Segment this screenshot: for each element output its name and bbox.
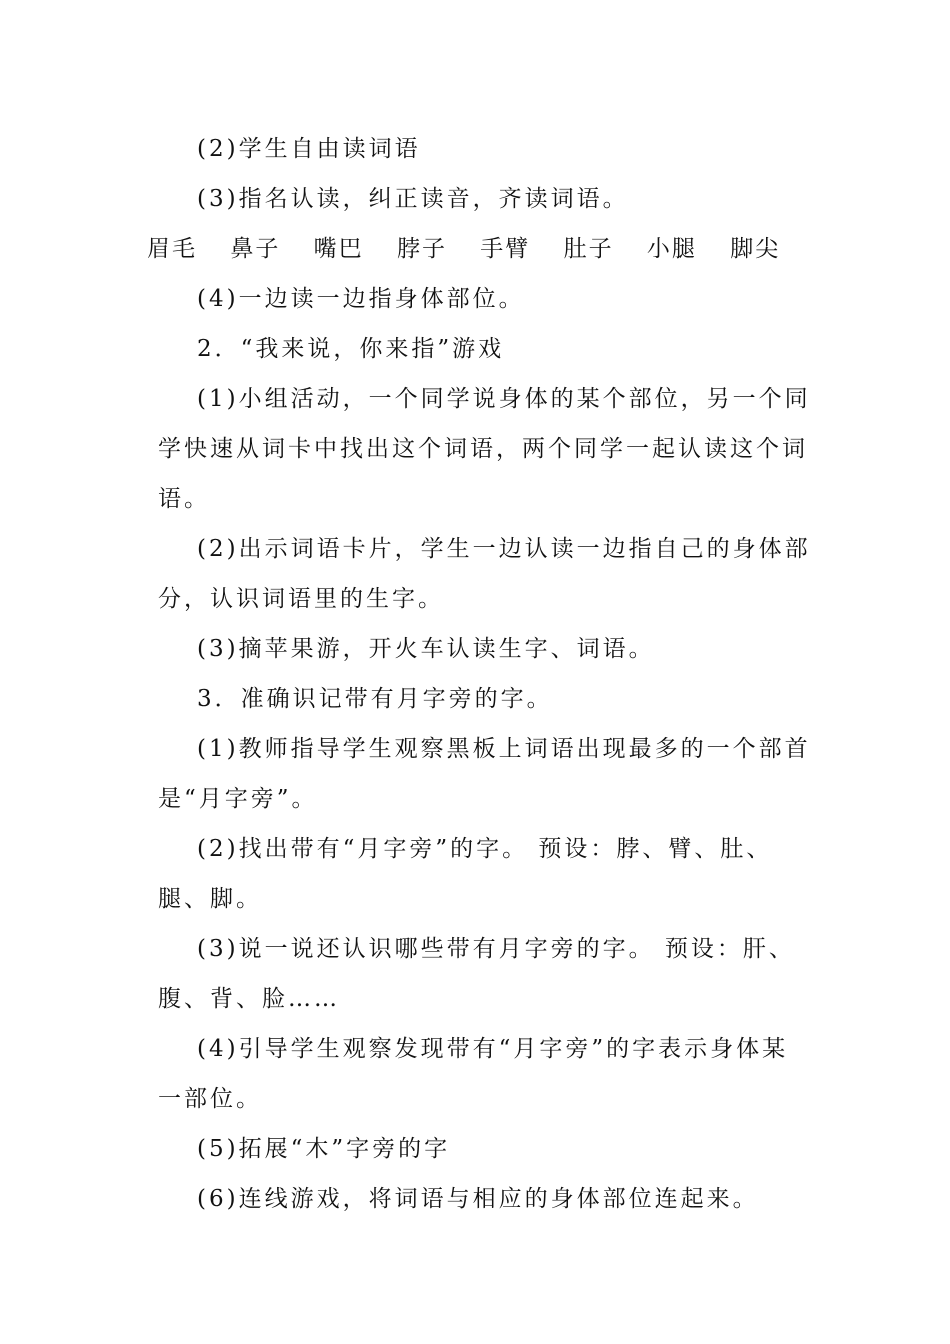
vocab-word: 眉毛	[147, 236, 197, 262]
step-point-body: (4)一边读一边指身体部位。	[197, 286, 525, 312]
paragraph-line: 学快速从词卡中找出这个词语，两个同学一起认读这个词	[158, 436, 808, 462]
vocab-word: 肚子	[563, 236, 614, 262]
vocab-word: 小腿	[646, 236, 697, 262]
paragraph-line: (3)说一说还认识哪些带有月字旁的字。 预设：肝、	[197, 936, 795, 962]
step-read-by-name: (3)指名认读，纠正读音，齐读词语。	[197, 186, 629, 212]
paragraph-line: (2)找出带有“月字旁”的字。 预设：脖、臂、肚、	[197, 836, 773, 862]
paragraph-line: (3)摘苹果游，开火车认读生字、词语。	[197, 636, 655, 662]
paragraph-line: 一部位。	[158, 1086, 262, 1112]
paragraph-line: 腿、脚。	[158, 886, 262, 912]
paragraph-line: (1)小组活动，一个同学说身体的某个部位，另一个同	[197, 386, 811, 412]
vocabulary-word-row	[147, 234, 806, 264]
vocab-word: 脖子	[396, 236, 447, 262]
section-heading-2: 2．“我来说，你来指”游戏	[197, 336, 505, 362]
paragraph-line: 语。	[158, 486, 210, 512]
paragraph-line: (5)拓展“木”字旁的字	[197, 1136, 451, 1162]
paragraph-line: 是“月字旁”。	[158, 786, 318, 812]
vocab-word: 脚尖	[730, 236, 781, 262]
paragraph-line: (6)连线游戏，将词语与相应的身体部位连起来。	[197, 1186, 759, 1212]
step-read-freely: (2)学生自由读词语	[197, 136, 421, 162]
paragraph-line: 分，认识词语里的生字。	[158, 586, 444, 612]
vocab-word: 手臂	[480, 236, 531, 262]
paragraph-line: (1)教师指导学生观察黑板上词语出现最多的一个部首	[197, 736, 811, 762]
paragraph-line: 腹、背、脸……	[158, 986, 340, 1012]
section-heading-3: 3．准确识记带有月字旁的字。	[197, 686, 553, 712]
vocab-word: 嘴巴	[313, 236, 364, 262]
vocab-word: 鼻子	[230, 236, 281, 262]
paragraph-line: (4)引导学生观察发现带有“月字旁”的字表示身体某	[197, 1036, 789, 1062]
paragraph-line: (2)出示词语卡片，学生一边认读一边指自己的身体部	[197, 536, 811, 562]
